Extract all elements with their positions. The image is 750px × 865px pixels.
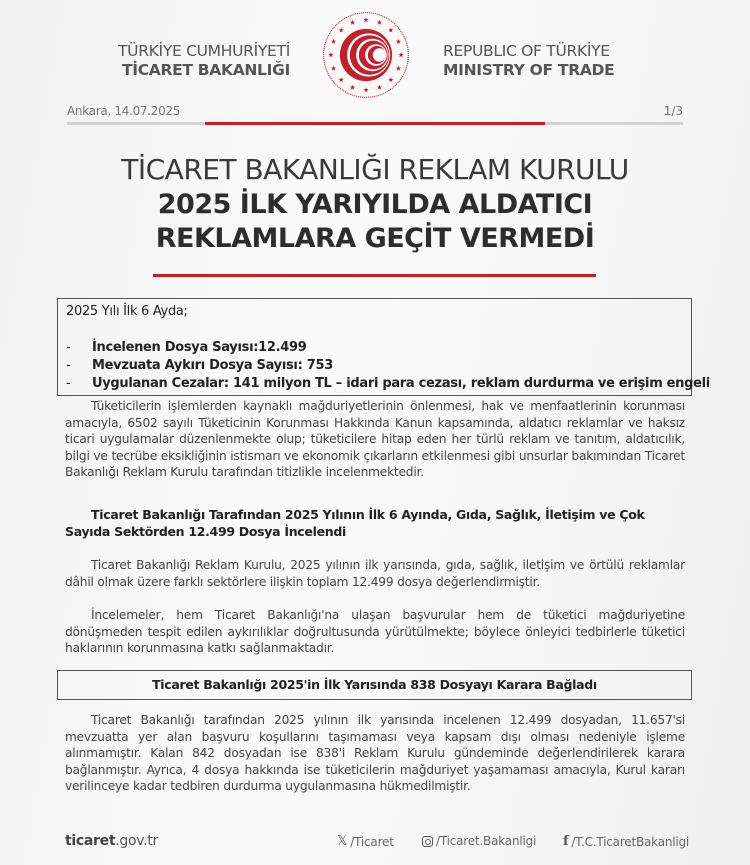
header-ministry-tr: TİCARET BAKANLIĞI	[121, 61, 290, 79]
emblem-star	[399, 52, 404, 57]
footer-social-x[interactable]	[337, 834, 394, 849]
summary-item-text: Mevzuata Aykırı Dosya Sayısı: 753	[92, 358, 333, 373]
emblem-star	[350, 20, 355, 25]
social-label: /T.C.TicaretBakanligi	[571, 834, 690, 849]
emblem-star	[331, 66, 336, 71]
ministry-emblem-icon	[321, 10, 411, 100]
summary-box	[57, 298, 710, 396]
emblem-star	[328, 52, 333, 57]
emblem-star	[363, 87, 368, 92]
summary-item	[66, 357, 710, 375]
footer-website[interactable]	[65, 833, 158, 849]
body-paragraph-4: Ticaret Bakanlığı tarafından 2025 yılının ilk yarısında incelenen 12.499 dosyadan, 11.657'si mevzuatta yer alan başvuru koşullarını taşımaması veya kapsam dışı olması nedeniyle işleme alınmamıştır. Kalan 842 dosyadan ise 838'i Reklam Kurulu gündeminde değerlendirilerek karara bağlanmıştır. Ayrıca, 4 dosya hakkında ise tüketicilerin mağduriyet yaşamaması amacıyla, Kurul kararı verilinceye kadar tedbiren durdurma uygulanmasına hükmedilmiştir.	[65, 713, 685, 793]
summary-item	[66, 339, 710, 357]
body-paragraph-1: Tüketicilerin işlemlerden kaynaklı mağduriyetlerinin önlenmesi, hak ve menfaatlerinin korunması amacıyla, 6502 sayılı Tüketicinin Korunması Hakkında Kanun kapsamında, aldatıcı reklamlar ve haksız ticari uygulamalar düzenlenmekte olup; tüketicilere hitap eden her türlü reklam ve tanıtım, aldatıcılık, bilgi ve tecrübe eksikliğinin istismarı ve ekonomik çıkarların etkilenmesi gibi unsurlar bakımından Ticaret Bakanlığı Reklam Kurulu tarafından titizlikle incelenmektedir.	[65, 399, 685, 479]
summary-list	[66, 339, 710, 393]
emblem-star	[363, 17, 368, 22]
body-paragraph-2: Ticaret Bakanlığı Reklam Kurulu, 2025 yılının ilk yarısında, gıda, sağlık, iletişim ve örtülü reklamlar dâhil olmak üzere farklı sektörlere ilişkin toplam 12.499 dosya değerlendirmiştir.	[65, 558, 685, 589]
header-divider-accent	[205, 122, 545, 125]
header-turkish-name	[118, 42, 290, 80]
header-republic-en: REPUBLIC OF TÜRKİYE	[443, 42, 610, 60]
bullet-dash: -	[66, 340, 71, 355]
footer-site-bold: ticaret	[65, 833, 116, 849]
title-line-2: 2025 İLK YARIYILDA ALDATICI	[157, 189, 593, 220]
summary-item	[66, 375, 710, 393]
summary-item-text: Uygulanan Cezalar: 141 milyon TL – idari para cezası, reklam durdurma ve erişim engeli	[92, 376, 710, 391]
footer-social-instagram[interactable]	[422, 834, 536, 848]
header-republic-tr: TÜRKİYE CUMHURİYETİ	[118, 42, 290, 60]
section-subheading-2: Ticaret Bakanlığı 2025'in İlk Yarısında 838 Dosyayı Karara Bağladı	[57, 670, 692, 700]
summary-item-text: İncelenen Dosya Sayısı:12.499	[92, 340, 307, 355]
page-number: 1/3	[663, 104, 683, 118]
x-icon: 𝕏	[337, 834, 348, 849]
emblem-star	[388, 77, 393, 82]
bullet-dash: -	[66, 358, 71, 373]
emblem-star	[396, 66, 401, 71]
page-title	[0, 152, 750, 256]
section-subheading-1: Ticaret Bakanlığı Tarafından 2025 Yılının İlk 6 Ayında, Gıda, Sağlık, İletişim ve Çok Sayıda Sektörden 12.499 Dosya İncelendi	[65, 507, 645, 539]
emblem-star	[396, 39, 401, 44]
emblem-star	[388, 27, 393, 32]
header-english-name	[443, 42, 614, 80]
social-label: /Ticaret.Bakanligi	[436, 834, 537, 848]
header-ministry-en: MINISTRY OF TRADE	[443, 61, 615, 79]
title-line-3: REKLAMLARA GEÇİT VERMEDİ	[155, 223, 595, 254]
emblem-star	[377, 20, 382, 25]
social-label: /Ticaret	[350, 834, 394, 849]
emblem-star	[331, 39, 336, 44]
instagram-icon	[422, 836, 433, 847]
facebook-icon: f	[563, 834, 569, 849]
title-divider	[153, 274, 596, 277]
body-paragraph-3: İncelemeler, hem Ticaret Bakanlığı'na ulaşan başvurular hem de tüketici mağduriyetine dönüşmeden tespit edilen aykırılıklar doğrultusunda yürütülmekte; böylece önleyici tedbirlerle tüketici haklarının korunmasına katkı sağlanmaktadır.	[65, 608, 685, 655]
bullet-dash: -	[66, 376, 71, 391]
dateline: Ankara, 14.07.2025	[67, 104, 181, 118]
emblem-star	[339, 77, 344, 82]
emblem-star	[350, 85, 355, 90]
footer-social-facebook[interactable]	[563, 834, 689, 849]
emblem-star	[377, 85, 382, 90]
title-line-1: TİCARET BAKANLIĞI REKLAM KURULU	[121, 153, 629, 186]
emblem-star	[339, 27, 344, 32]
footer-site-domain: .gov.tr	[115, 833, 158, 849]
summary-heading: 2025 Yılı İlk 6 Ayda;	[66, 304, 188, 319]
